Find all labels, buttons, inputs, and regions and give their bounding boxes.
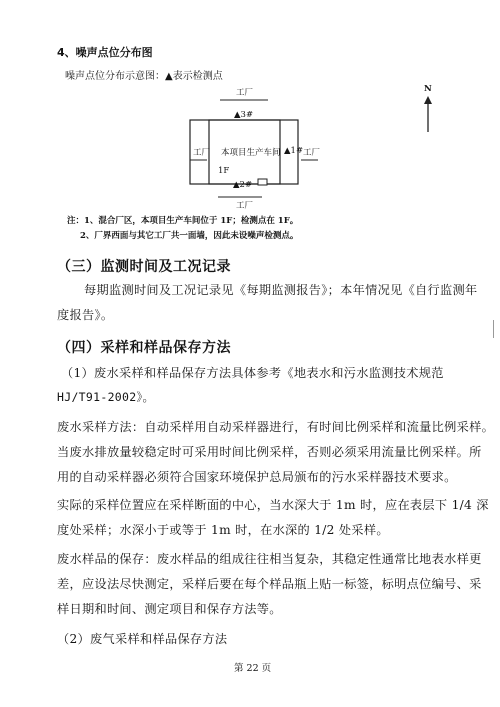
monitoring-point-2: ▲2# — [233, 180, 253, 190]
binding-mark — [493, 320, 498, 338]
sample-storage-line-3: 样日期和时间、测定项目和保存方法等。 — [57, 602, 282, 616]
label-top-factory: 工厂 — [236, 88, 254, 98]
label-right-factory: 工厂 — [303, 148, 321, 158]
sampling-position-line-1: 实际的采样位置应在采样断面的中心，当水深大于 1m 时，应在表层下 1/4 深 — [57, 498, 489, 512]
section-3-para-line-2: 度报告》。 — [57, 308, 114, 322]
sampling-method-line-3: 用的自动采样器必须符合国家环境保护总局颁布的污水采样器技术要求。 — [57, 470, 457, 484]
section-3-para-line-1: 每期监测时间及工况记录见《每期监测报告》；本年情况见《自行监测年 — [84, 283, 478, 297]
north-arrow-head — [424, 96, 432, 104]
label-bottom-factory: 工厂 — [236, 201, 254, 211]
section-heading-noise-map: 4、噪声点位分布图 — [57, 46, 153, 59]
monitoring-point-3: ▲3# — [234, 110, 254, 120]
north-label: N — [424, 84, 432, 94]
wastewater-method-line-1: （1）废水采样和样品保存方法具体参考《地表水和污水监测技术规范 — [61, 366, 444, 380]
label-workshop: 本项目生产车间 — [221, 148, 281, 158]
note-line-2: 2、厂界西面与其它工厂共一面墙，因此未设噪声检测点。 — [80, 231, 299, 241]
section-4-title: （四）采样和样品保存方法 — [57, 340, 231, 356]
label-left-factory: 工厂 — [193, 148, 211, 158]
sampling-method-line-1: 废水采样方法：自动采样用自动采样器进行，有时间比例采样和流量比例采样。 — [57, 420, 495, 434]
diagram-caption: 噪声点位分布示意图：▲表示检测点 — [65, 71, 223, 82]
section-3-title: （三）监测时间及工况记录 — [57, 259, 231, 275]
sample-storage-line-1: 废水样品的保存：废水样品的组成往往相当复杂，其稳定性通常比地表水样更 — [57, 552, 482, 566]
door-mark — [258, 179, 267, 185]
monitoring-point-1: ▲1# — [284, 146, 304, 156]
label-floor: 1F — [218, 166, 230, 176]
page-number: 第 22 页 — [234, 663, 272, 674]
sampling-position-line-2: 度处采样；水深小于或等于 1m 时，在水深的 1/2 处采样。 — [57, 523, 389, 537]
wastewater-method-line-2: HJ/T91-2002》。 — [57, 390, 155, 404]
note-line-1: 注：1、混合厂区，本项目生产车间位于 1F；检测点在 1F。 — [67, 216, 299, 226]
sample-storage-line-2: 差，应设法尽快测定，采样后要在每个样品瓶上贴一标签，标明点位编号、采 — [57, 577, 482, 591]
exhaust-gas-method-heading: （2）废气采样和样品保存方法 — [57, 632, 228, 646]
sampling-method-line-2: 当废水排放量较稳定时可采用时间比例采样，否则必须采用流量比例采样。所 — [57, 445, 482, 459]
